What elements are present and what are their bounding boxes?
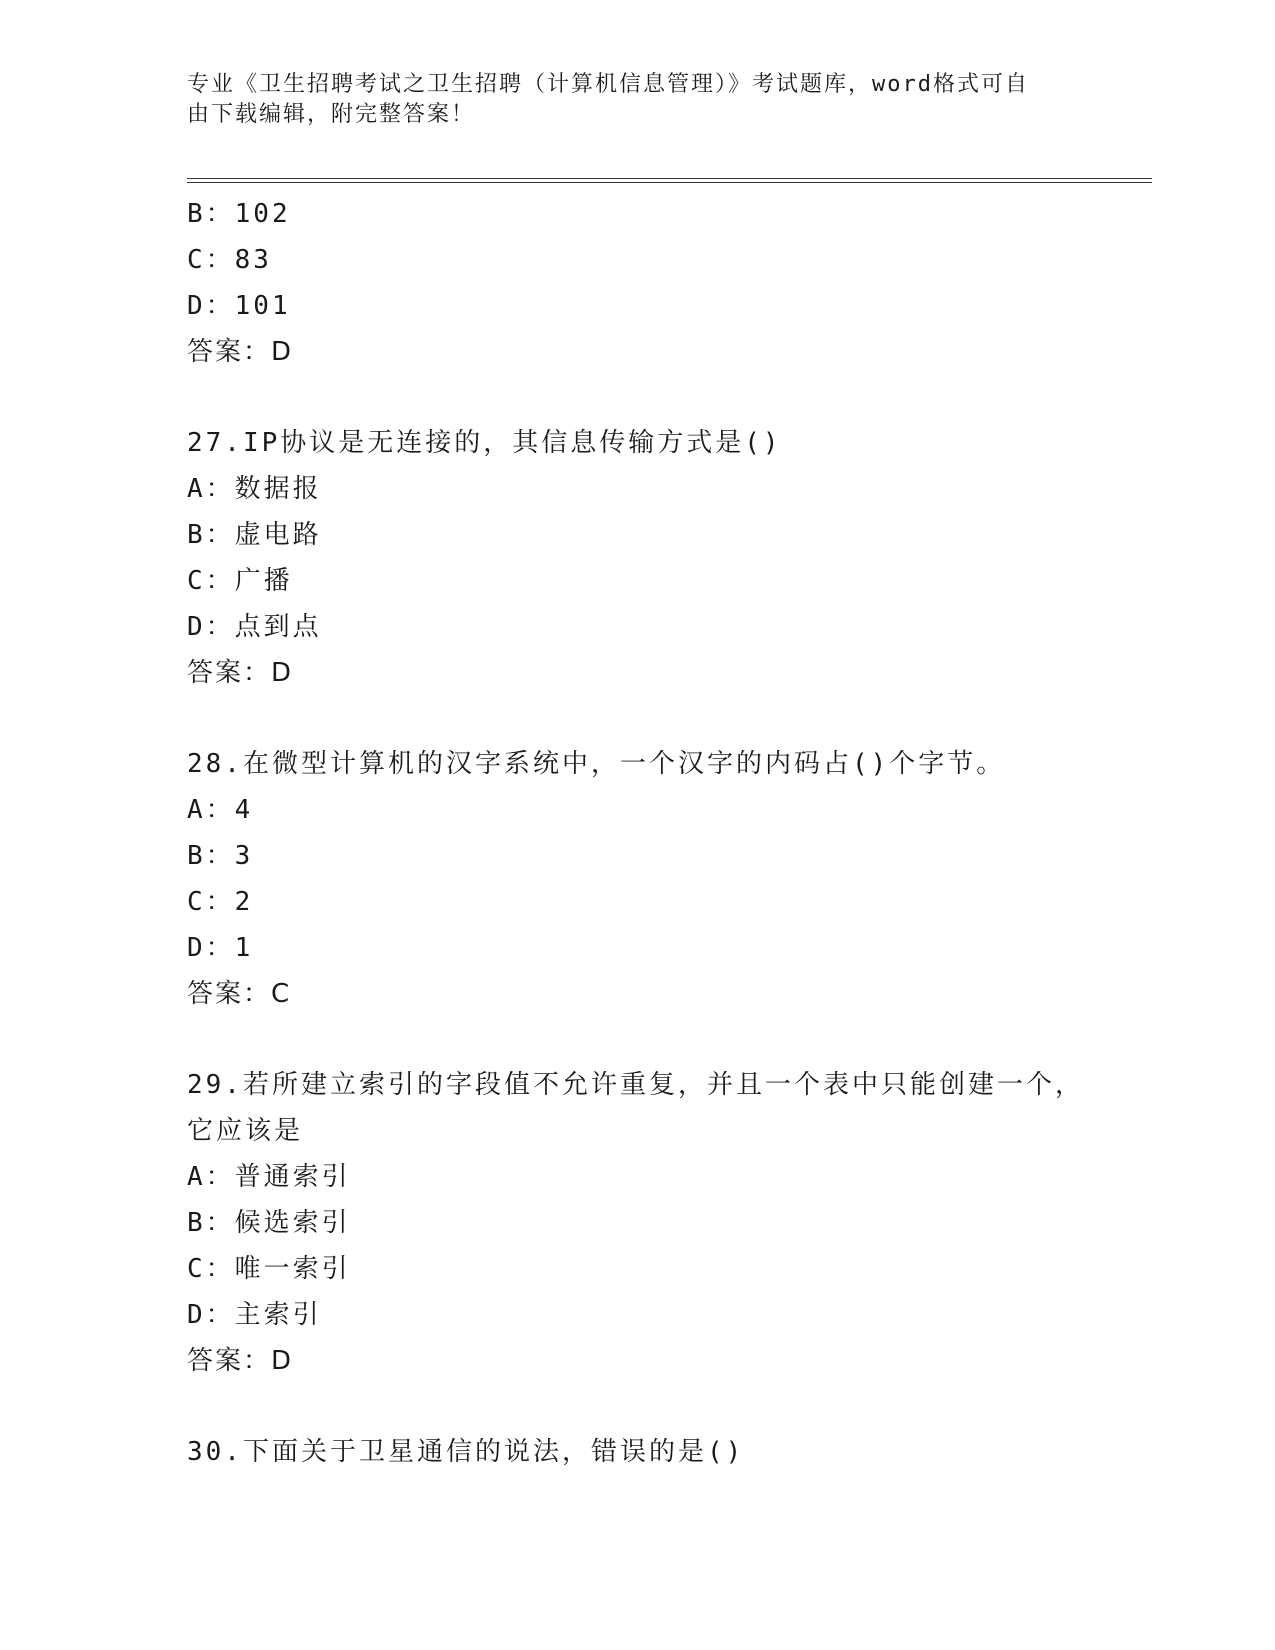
option-a: A：普通索引	[187, 1162, 351, 1192]
question-list	[187, 191, 1147, 1475]
question-27	[187, 420, 1147, 696]
option-d: D：主索引	[187, 1300, 322, 1330]
question-26	[187, 191, 1147, 375]
option-b: B：102	[187, 199, 291, 229]
question-title: 27.IP协议是无连接的，其信息传输方式是()	[187, 428, 782, 458]
option-c: C：2	[187, 887, 254, 917]
question-29	[187, 1062, 1147, 1384]
option-d: D：1	[187, 933, 254, 963]
header-line-2: 由下载编辑，附完整答案！	[187, 102, 476, 127]
option-b: B：3	[187, 841, 254, 871]
question-title: 28.在微型计算机的汉字系统中，一个汉字的内码占()个字节。	[187, 749, 1006, 779]
option-b: B：虚电路	[187, 520, 322, 550]
option-a: A：数据报	[187, 474, 322, 504]
option-a: A：4	[187, 795, 254, 825]
spacer	[187, 696, 1147, 741]
header-divider-bottom	[187, 182, 1152, 183]
question-title-line-1: 29.若所建立索引的字段值不允许重复，并且一个表中只能创建一个，	[187, 1070, 1084, 1100]
option-d: D：点到点	[187, 612, 322, 642]
question-28	[187, 741, 1147, 1017]
document-header	[187, 70, 1067, 130]
answer-label: 答案：D	[187, 337, 294, 367]
option-b: B：候选索引	[187, 1208, 351, 1238]
header-divider-top	[187, 178, 1152, 179]
question-title: 30.下面关于卫星通信的说法，错误的是()	[187, 1437, 745, 1467]
option-c: C：83	[187, 245, 272, 275]
answer-label: 答案：C	[187, 979, 292, 1009]
header-line-1: 专业《卫生招聘考试之卫生招聘（计算机信息管理）》考试题库，word格式可自	[187, 72, 1029, 97]
spacer	[187, 375, 1147, 420]
spacer	[187, 1017, 1147, 1062]
question-title-line-2: 它应该是	[187, 1116, 304, 1146]
option-c: C：广播	[187, 566, 293, 596]
spacer	[187, 1384, 1147, 1429]
answer-label: 答案：D	[187, 658, 294, 688]
option-c: C：唯一索引	[187, 1254, 351, 1284]
question-30	[187, 1429, 1147, 1475]
answer-label: 答案：D	[187, 1346, 294, 1376]
option-d: D：101	[187, 291, 291, 321]
